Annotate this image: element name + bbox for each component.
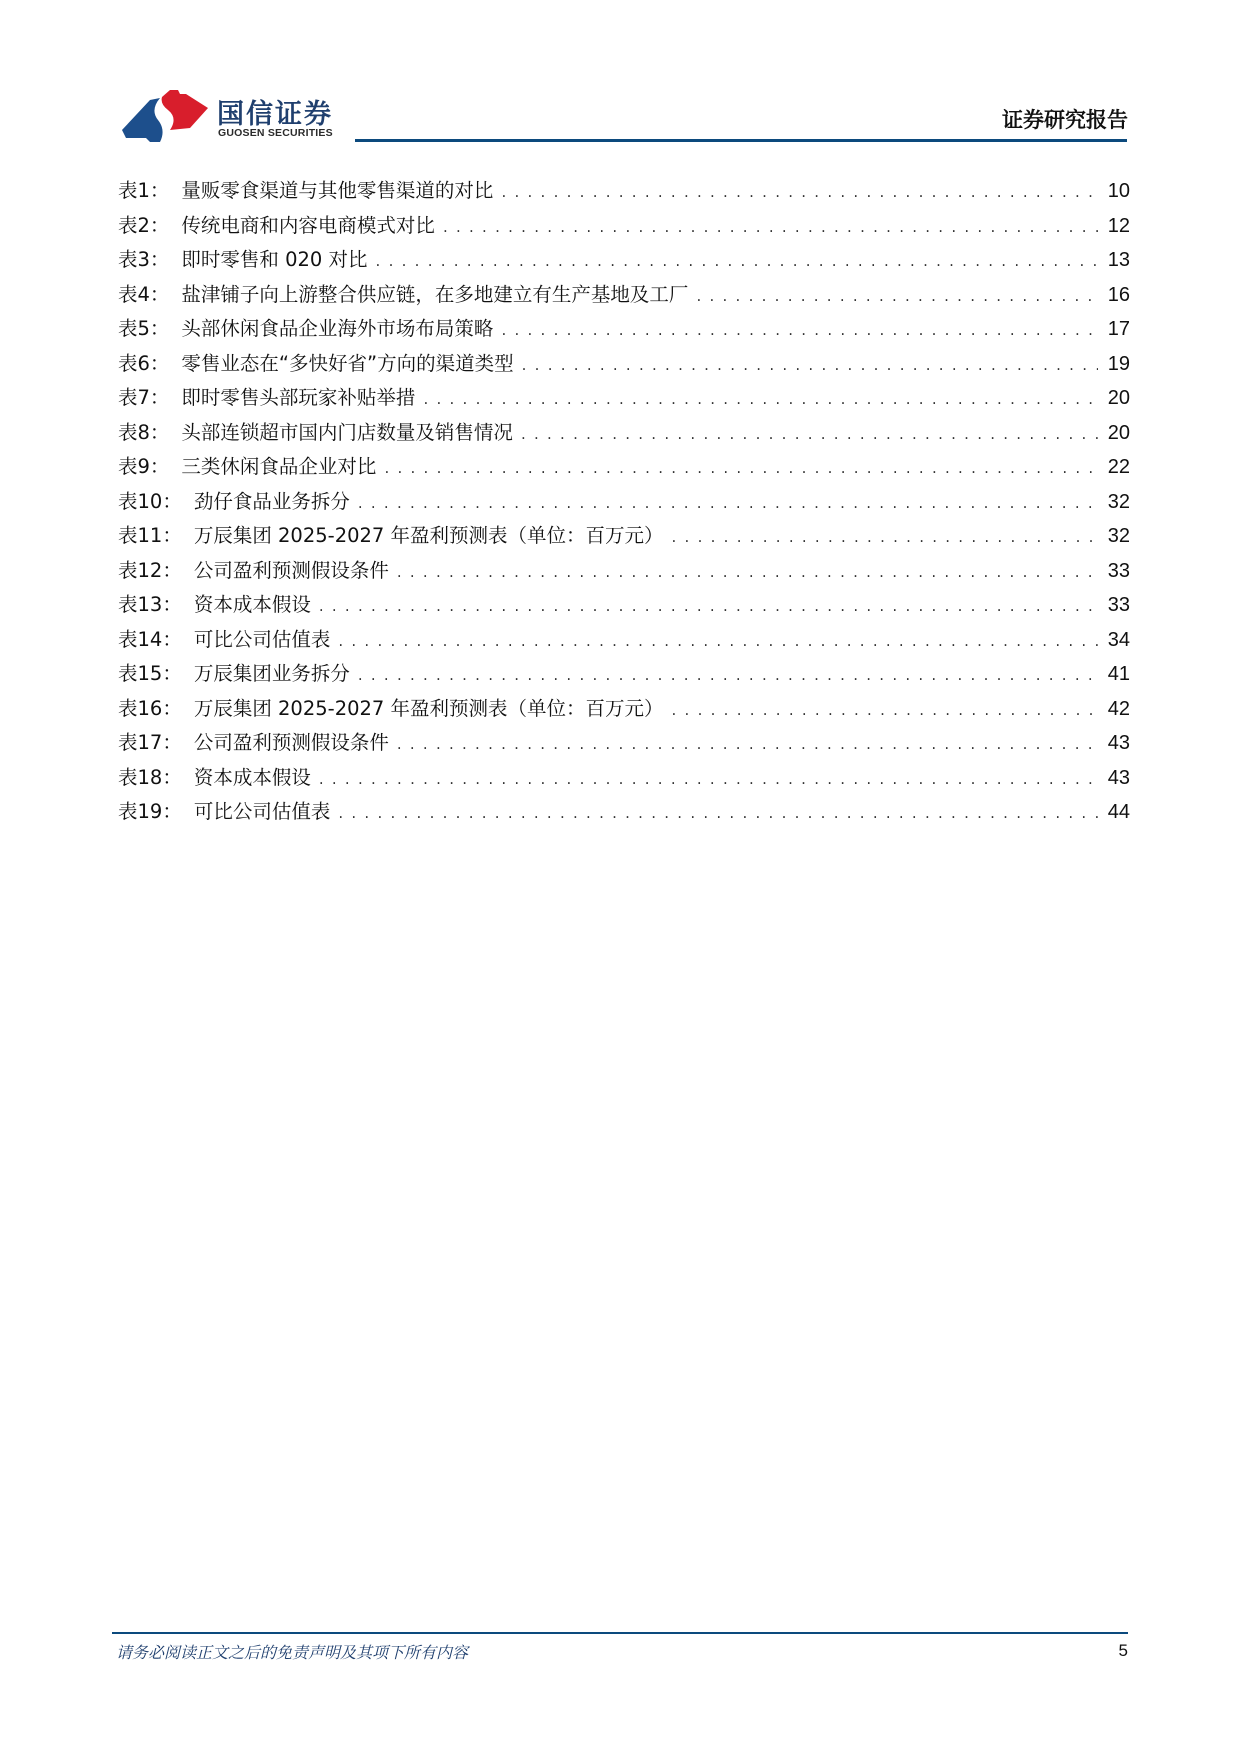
toc-entry-page: 43 xyxy=(1107,766,1130,789)
table-of-tables xyxy=(118,176,1130,832)
toc-entry-number: 表14： xyxy=(118,627,182,651)
toc-entry-number: 表13： xyxy=(118,593,182,616)
toc-entry[interactable] xyxy=(118,280,1130,315)
toc-entry[interactable] xyxy=(118,176,1130,211)
toc-entry-number: 表4： xyxy=(118,282,170,306)
toc-entry-title: 头部休闲食品企业海外市场布局策略 xyxy=(181,317,494,340)
toc-entry-number: 表7： xyxy=(118,386,170,409)
toc-entry[interactable] xyxy=(118,452,1130,487)
toc-entry[interactable] xyxy=(118,245,1130,280)
toc-leader-dots xyxy=(672,695,1098,725)
toc-leader-dots xyxy=(397,729,1098,759)
toc-entry-page: 22 xyxy=(1107,456,1130,478)
page-header xyxy=(0,0,1240,150)
toc-entry-number: 表18： xyxy=(118,765,182,789)
toc-entry-number: 表5： xyxy=(118,317,170,340)
guosen-logo-icon xyxy=(120,88,210,144)
toc-entry-page: 42 xyxy=(1107,697,1130,720)
toc-entry[interactable] xyxy=(118,797,1130,832)
toc-leader-dots xyxy=(672,522,1098,552)
toc-entry-page: 41 xyxy=(1107,663,1130,685)
toc-entry-title: 可比公司估值表 xyxy=(193,800,331,823)
toc-entry-number: 表3： xyxy=(118,248,170,271)
toc-leader-dots xyxy=(358,660,1098,690)
toc-entry-title: 万辰集团业务拆分 xyxy=(193,662,350,685)
toc-entry-number: 表2： xyxy=(118,213,170,237)
toc-entry-page: 20 xyxy=(1107,421,1130,444)
brand-name-cn: 国信证券 xyxy=(217,99,333,130)
toc-entry-title: 资本成本假设 xyxy=(193,593,311,616)
toc-entry[interactable] xyxy=(118,694,1130,729)
toc-leader-dots xyxy=(376,246,1098,276)
toc-entry-title: 公司盈利预测假设条件 xyxy=(193,558,389,582)
toc-leader-dots xyxy=(397,557,1098,587)
footer-divider xyxy=(112,1632,1128,1634)
toc-entry-page: 19 xyxy=(1107,352,1130,375)
toc-leader-dots xyxy=(319,591,1098,621)
toc-leader-dots xyxy=(443,212,1098,242)
toc-entry[interactable] xyxy=(118,349,1130,384)
toc-leader-dots xyxy=(338,626,1098,656)
toc-entry[interactable] xyxy=(118,590,1130,625)
toc-leader-dots xyxy=(384,453,1098,483)
toc-entry-page: 43 xyxy=(1107,732,1130,754)
toc-entry[interactable] xyxy=(118,487,1130,522)
toc-entry-title: 万辰集团 2025-2027 年盈利预测表（单位：百万元） xyxy=(193,524,664,547)
toc-leader-dots xyxy=(338,798,1098,828)
toc-entry-page: 12 xyxy=(1107,214,1130,237)
toc-entry-title: 资本成本假设 xyxy=(193,765,311,789)
toc-entry-page: 17 xyxy=(1107,318,1130,340)
toc-entry[interactable] xyxy=(118,763,1130,798)
toc-entry[interactable] xyxy=(118,383,1130,418)
toc-entry-title: 即时零售头部玩家补贴举措 xyxy=(181,386,416,409)
report-type-label: 证券研究报告 xyxy=(1002,108,1128,132)
toc-entry-number: 表6： xyxy=(118,351,170,375)
toc-leader-dots xyxy=(696,281,1098,311)
page-number: 5 xyxy=(1118,1641,1128,1660)
toc-entry-page: 34 xyxy=(1107,628,1130,651)
toc-entry[interactable] xyxy=(118,556,1130,591)
toc-entry[interactable] xyxy=(118,211,1130,246)
toc-entry[interactable] xyxy=(118,418,1130,453)
toc-entry-title: 量贩零食渠道与其他零售渠道的对比 xyxy=(181,179,494,202)
toc-entry-page: 33 xyxy=(1107,559,1130,582)
toc-entry-page: 33 xyxy=(1107,594,1130,616)
toc-entry-title: 零售业态在“多快好省”方向的渠道类型 xyxy=(181,351,514,375)
toc-entry-number: 表17： xyxy=(118,731,182,754)
toc-entry-title: 即时零售和 020 对比 xyxy=(181,248,368,271)
brand-name-en: GUOSEN SECURITIES xyxy=(218,127,333,139)
toc-entry-page: 32 xyxy=(1107,490,1130,513)
toc-entry-title: 劲仔食品业务拆分 xyxy=(193,489,350,513)
toc-entry-title: 传统电商和内容电商模式对比 xyxy=(181,213,435,237)
toc-leader-dots xyxy=(521,419,1098,449)
toc-entry-title: 万辰集团 2025-2027 年盈利预测表（单位：百万元） xyxy=(193,696,664,720)
toc-entry-number: 表10： xyxy=(118,489,182,513)
toc-entry-number: 表1： xyxy=(118,179,170,202)
toc-entry-number: 表8： xyxy=(118,420,170,444)
toc-entry-number: 表19： xyxy=(118,800,182,823)
toc-leader-dots xyxy=(319,764,1098,794)
toc-entry-number: 表11： xyxy=(118,524,182,547)
toc-entry[interactable] xyxy=(118,625,1130,660)
header-divider xyxy=(355,139,1127,142)
toc-entry-number: 表16： xyxy=(118,696,182,720)
toc-leader-dots xyxy=(501,177,1098,207)
toc-entry-page: 44 xyxy=(1107,801,1130,823)
toc-entry[interactable] xyxy=(118,521,1130,556)
toc-entry-title: 头部连锁超市国内门店数量及销售情况 xyxy=(181,420,513,444)
toc-entry-number: 表12： xyxy=(118,558,182,582)
toc-entry-title: 盐津铺子向上游整合供应链，在多地建立有生产基地及工厂 xyxy=(181,282,689,306)
toc-entry-title: 公司盈利预测假设条件 xyxy=(193,731,389,754)
toc-entry-page: 32 xyxy=(1107,525,1130,547)
toc-leader-dots xyxy=(423,384,1098,414)
toc-entry[interactable] xyxy=(118,659,1130,694)
toc-leader-dots xyxy=(358,488,1098,518)
toc-entry-number: 表15： xyxy=(118,662,182,685)
toc-leader-dots xyxy=(522,350,1098,380)
toc-leader-dots xyxy=(501,315,1098,345)
toc-entry-page: 16 xyxy=(1107,283,1130,306)
toc-entry-page: 20 xyxy=(1107,387,1130,409)
toc-entry-page: 10 xyxy=(1107,180,1130,202)
toc-entry-title: 三类休闲食品企业对比 xyxy=(181,455,377,478)
disclaimer-note: 请务必阅读正文之后的免责声明及其项下所有内容 xyxy=(116,1643,469,1662)
toc-entry[interactable] xyxy=(118,728,1130,763)
toc-entry-title: 可比公司估值表 xyxy=(193,627,331,651)
toc-entry[interactable] xyxy=(118,314,1130,349)
toc-entry-page: 13 xyxy=(1107,249,1130,271)
toc-entry-number: 表9： xyxy=(118,455,170,478)
